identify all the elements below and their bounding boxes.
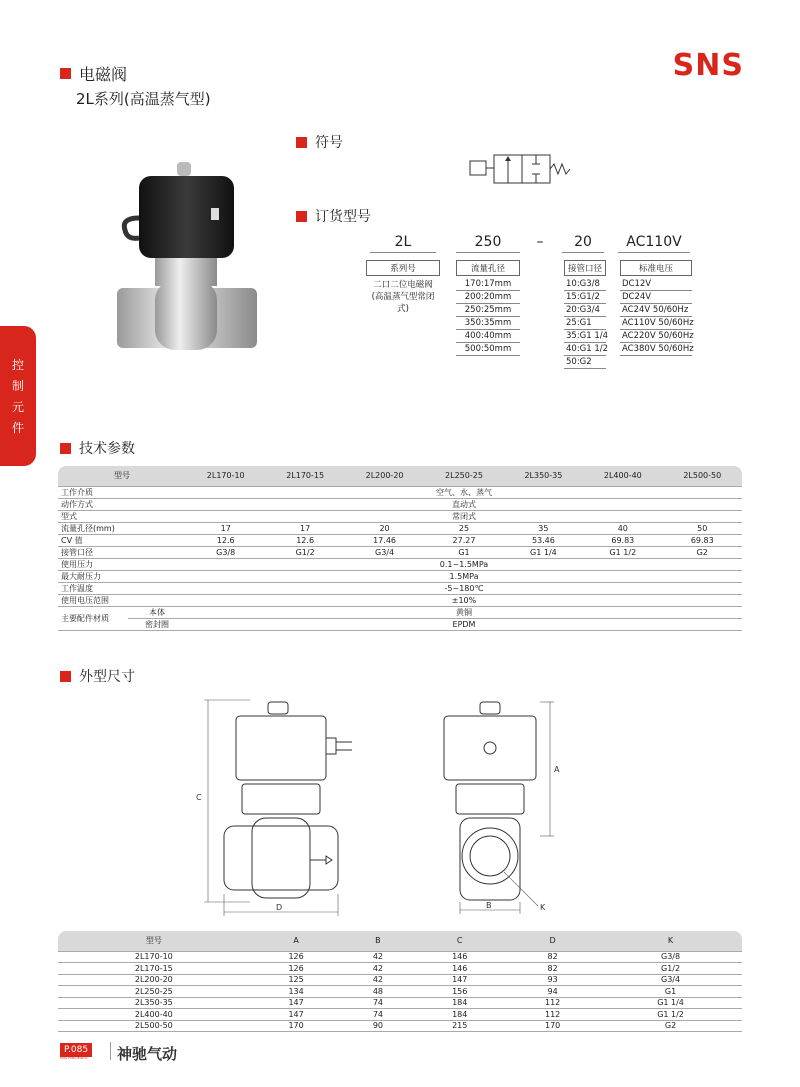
- dimensions-section-title: 外型尺寸: [60, 666, 135, 686]
- table-row: 2L500-50 170 90 215 170 G2: [58, 1020, 742, 1032]
- category-title: 电磁阀: [60, 62, 127, 85]
- footer-subtitle: SNS PNEUMATIC: [60, 1056, 89, 1060]
- table-row: 工作温度 -5~180℃: [58, 582, 742, 594]
- table-row: 流量孔径(mm) 17 17 20 25 35 40 50: [58, 522, 742, 534]
- title-marker-icon: [60, 68, 71, 79]
- table-row: 2L250-25 134 48 156 94 G1: [58, 986, 742, 998]
- order-code-voltage: AC110V: [626, 234, 682, 250]
- table-row: 2L170-15 126 42 146 82 G1/2: [58, 963, 742, 975]
- table-row: 密封圈 EPDM: [58, 618, 742, 630]
- order-code-series: 2L: [394, 234, 412, 250]
- dim-label-k: K: [540, 903, 546, 912]
- side-tab: 控 制 元 件: [0, 326, 36, 466]
- footer-brand: 神驰气动: [117, 1045, 178, 1063]
- dimension-drawing: [190, 696, 590, 916]
- symbol-section-title: 符号: [296, 132, 343, 152]
- section-marker-icon: [296, 137, 307, 148]
- dim-header-row: 型号 A B C D K: [58, 931, 742, 951]
- section-marker-icon: [60, 671, 71, 682]
- dim-label-c: C: [196, 793, 202, 802]
- order-code-port: 20: [574, 234, 592, 250]
- dim-label-d: D: [276, 903, 283, 912]
- spec-header-row: 型号 2L170-10 2L170-15 2L200-20 2L250-25 2L350-35 2L400-40 2L500-50: [58, 466, 742, 486]
- table-row: 工作介质 空气、水、蒸气: [58, 486, 742, 498]
- brand-logo: SNS: [672, 48, 744, 83]
- valve-symbol-diagram: [468, 152, 588, 188]
- spec-table: [58, 466, 742, 631]
- order-code-dash: –: [536, 234, 544, 250]
- table-row: 使用电压范围 ±10%: [58, 594, 742, 606]
- table-row: 2L400-40 147 74 184 112 G1 1/2: [58, 1009, 742, 1021]
- order-series-list: 系列号 二口二位电磁阀 (高温蒸气型常闭式): [366, 260, 440, 314]
- valve-product-image: [105, 160, 265, 360]
- order-orifice-list: 流量孔径 170:17mm 200:20mm 250:25mm 350:35mm 400:40mm 500:50mm: [456, 260, 520, 356]
- table-row: 2L170-10 126 42 146 82 G3/8: [58, 951, 742, 963]
- ordering-section-title: 订货型号: [296, 206, 371, 226]
- order-voltage-list: 标准电压 DC12V DC24V AC24V 50/60Hz AC110V 50/60Hz AC220V 50/60Hz AC380V 50/60Hz: [620, 260, 692, 356]
- table-row: 动作方式 直动式: [58, 498, 742, 510]
- order-code-orifice: 250: [474, 234, 502, 250]
- table-row: 型式 常闭式: [58, 510, 742, 522]
- page-number: P.085: [60, 1043, 92, 1057]
- dim-label-b: B: [486, 901, 492, 910]
- table-row: 使用压力 0.1~1.5MPa: [58, 558, 742, 570]
- section-marker-icon: [60, 443, 71, 454]
- specs-section-title: 技术参数: [60, 438, 135, 458]
- table-row: 2L200-20 125 42 147 93 G3/4: [58, 974, 742, 986]
- table-row: 2L350-35 147 74 184 112 G1 1/4: [58, 997, 742, 1009]
- table-row: 接管口径 G3/8 G1/2 G3/4 G1 G1 1/4 G1 1/2 G2: [58, 546, 742, 558]
- table-row: 主要配件材质 本体 黄铜: [58, 606, 742, 618]
- table-row: 最大耐压力 1.5MPa: [58, 570, 742, 582]
- dim-label-a: A: [554, 765, 560, 774]
- order-port-list: 接管口径 10:G3/8 15:G1/2 20:G3/4 25:G1 35:G1 1/4 40:G1 1/2 50:G2: [564, 260, 606, 369]
- series-title: 2L系列(高温蒸气型): [76, 90, 211, 108]
- section-marker-icon: [296, 211, 307, 222]
- dimension-table: [58, 931, 742, 1032]
- table-row: CV 值 12.6 12.6 17.46 27.27 53.46 69.83 69.83: [58, 534, 742, 546]
